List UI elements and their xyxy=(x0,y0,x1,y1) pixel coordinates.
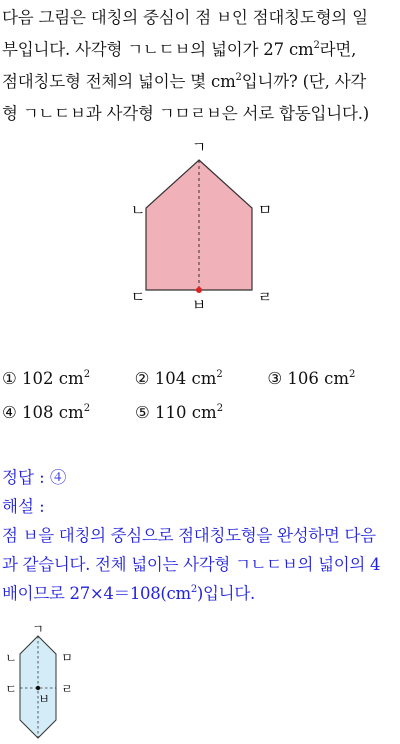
explanation-line-2: 과 같습니다. 전체 넓이는 사각형 ㄱㄴㄷㅂ의 넓이의 4 xyxy=(2,555,381,574)
label-n: ㄴ xyxy=(130,201,146,219)
label2-n: ㄴ xyxy=(5,651,17,665)
explanation-line-1: 점 ㅂ을 대칭의 중심으로 점대칭도형을 완성하면 다음 xyxy=(2,526,376,545)
center-point xyxy=(196,287,202,293)
answer-line: 정답 : ④ xyxy=(2,468,67,487)
label2-d: ㄷ xyxy=(5,682,17,696)
completed-hexagon-figure xyxy=(0,622,100,744)
pentagon-figure xyxy=(0,130,400,330)
question-line-2: 부입니다. 사각형 ㄱㄴㄷㅂ의 넓이가 27 $cm^2$라면, xyxy=(2,40,357,59)
label-r: ㄹ xyxy=(257,288,273,306)
choice-4[interactable]: ④ 108 $cm^2$ xyxy=(2,403,91,422)
question-line-1: 다음 그림은 대칭의 중심이 점 ㅂ인 점대칭도형의 일 xyxy=(2,8,368,27)
explanation-line-3: 배이므로 $27\times 4=108(cm^2)$입니다. xyxy=(2,584,255,603)
center-point-small xyxy=(36,686,40,690)
label-m: ㅁ xyxy=(257,201,273,219)
question-line-3: 점대칭도형 전체의 넓이는 몇 $cm^2$입니까? (단, 사각 xyxy=(2,72,367,91)
label2-m: ㅁ xyxy=(61,651,73,665)
label2-b: ㅂ xyxy=(38,692,50,706)
label-b: ㅂ xyxy=(191,296,207,314)
label2-r: ㄹ xyxy=(61,682,73,696)
explanation-heading: 해설 : xyxy=(2,497,45,516)
question-line-4: 형 ㄱㄴㄷㅂ과 사각형 ㄱㅁㄹㅂ은 서로 합동입니다.) xyxy=(2,104,370,123)
choice-5[interactable]: ⑤ 110 $cm^2$ xyxy=(135,403,224,422)
choice-3[interactable]: ③ 106 $cm^2$ xyxy=(267,369,356,388)
solution-block xyxy=(2,463,400,608)
choice-2[interactable]: ② 104 $cm^2$ xyxy=(134,369,223,388)
label2-g: ㄱ xyxy=(32,622,44,636)
answer-choices xyxy=(2,362,400,430)
question-text xyxy=(2,2,400,130)
label-g: ㄱ xyxy=(191,138,207,156)
choice-1[interactable]: ① 102 $cm^2$ xyxy=(2,369,91,388)
label-d: ㄷ xyxy=(130,288,146,306)
